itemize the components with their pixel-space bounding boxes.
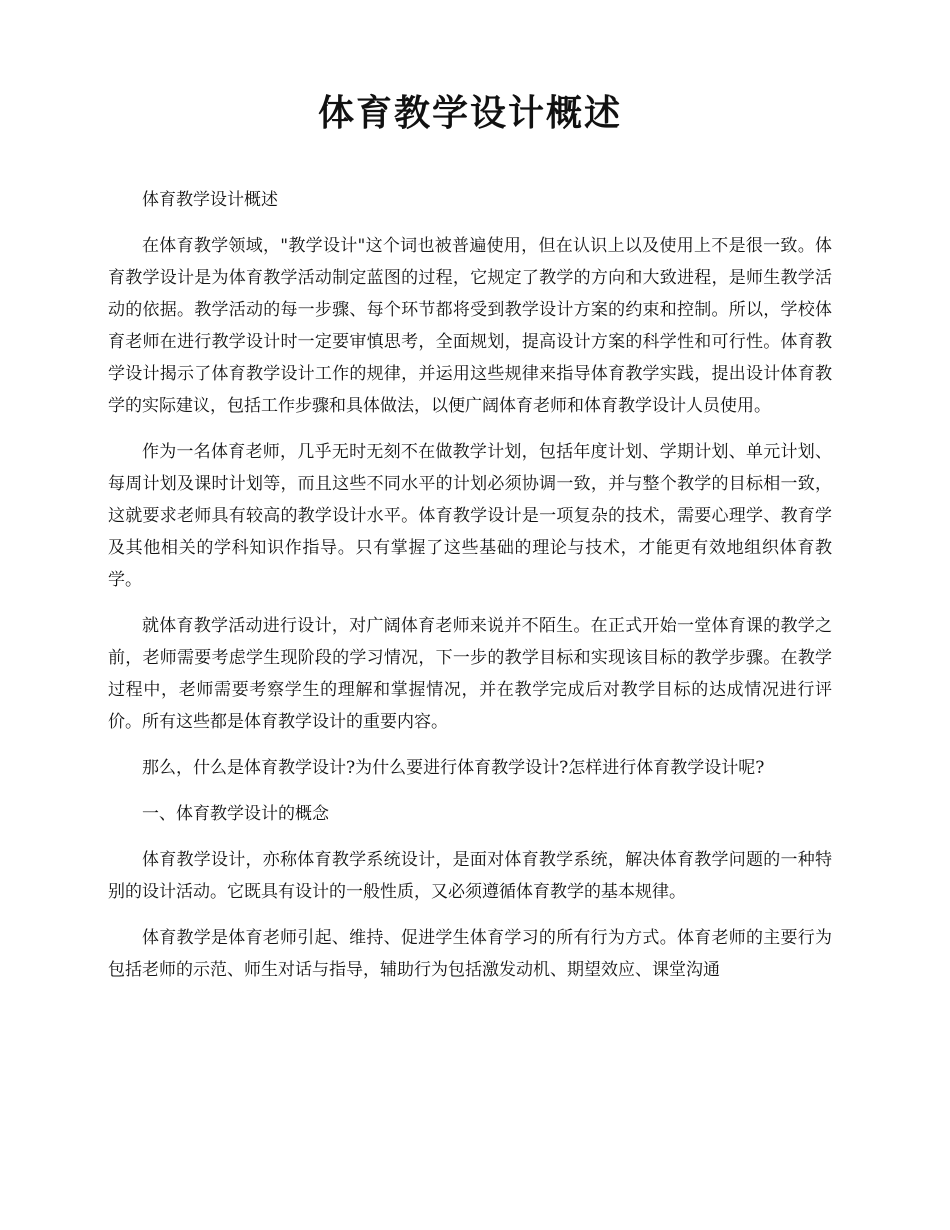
paragraph-intro-heading: 体育教学设计概述 <box>142 190 278 210</box>
document-title: 体育教学设计概述 <box>317 93 622 134</box>
paragraph-concept-definition: 体育教学设计，亦称体育教学系统设计，是面对体育教学系统，解决体育教学问题的一种特别的设计活动。它既具有设计的一般性质，又必须遵循体育教学的基本规律。 <box>108 850 832 902</box>
paragraph-teaching-design-definition: 在体育教学领域，"教学设计"这个词也被普遍使用，但在认识上以及使用上不是很一致。体育教学设计是为体育教学活动制定蓝图的过程，它规定了教学的方向和大致进程，是师生教学活动的依据。教学活动的每一步骤、每个环节都将受到教学设计方案的约束和控制。所以，学校体育老师在进行教学设计时一定要审慎思考，全面规划，提高设计方案的科学性和可行性。体育教学设计揭示了体育教学设计工作的规律，并运用这些规律来指导体育教学实践，提出设计体育教学的实际建议，包括工作步骤和具体做法，以便广阔体育老师和体育教学设计人员使用。 <box>108 236 832 416</box>
paragraph-teacher-behaviors: 体育教学是体育老师引起、维持、促进学生体育学习的所有行为方式。体育老师的主要行为包括老师的示范、师生对话与指导，辅助行为包括激发动机、期望效应、课堂沟通 <box>108 928 832 980</box>
paragraph-teacher-planning: 作为一名体育老师，几乎无时无刻不在做教学计划，包括年度计划、学期计划、单元计划、每周计划及课时计划等，而且这些不同水平的计划必须协调一致，并与整个教学的目标相一致，这就要求老师具有较高的教学设计水平。体育教学设计是一项复杂的技术，需要心理学、教育学及其他相关的学科知识作指导。只有掌握了这些基础的理论与技术，才能更有效地组织体育教学。 <box>108 442 832 590</box>
paragraph-design-activities: 就体育教学活动进行设计，对广阔体育老师来说并不陌生。在正式开始一堂体育课的教学之前，老师需要考虑学生现阶段的学习情况，下一步的教学目标和实现该目标的教学步骤。在教学过程中，老师需要考察学生的理解和掌握情况，并在教学完成后对教学目标的达成情况进行评价。所有这些都是体育教学设计的重要内容。 <box>108 616 832 732</box>
paragraph-questions: 那么，什么是体育教学设计?为什么要进行体育教学设计?怎样进行体育教学设计呢? <box>142 758 765 778</box>
section-heading-concept: 一、体育教学设计的概念 <box>142 804 329 824</box>
